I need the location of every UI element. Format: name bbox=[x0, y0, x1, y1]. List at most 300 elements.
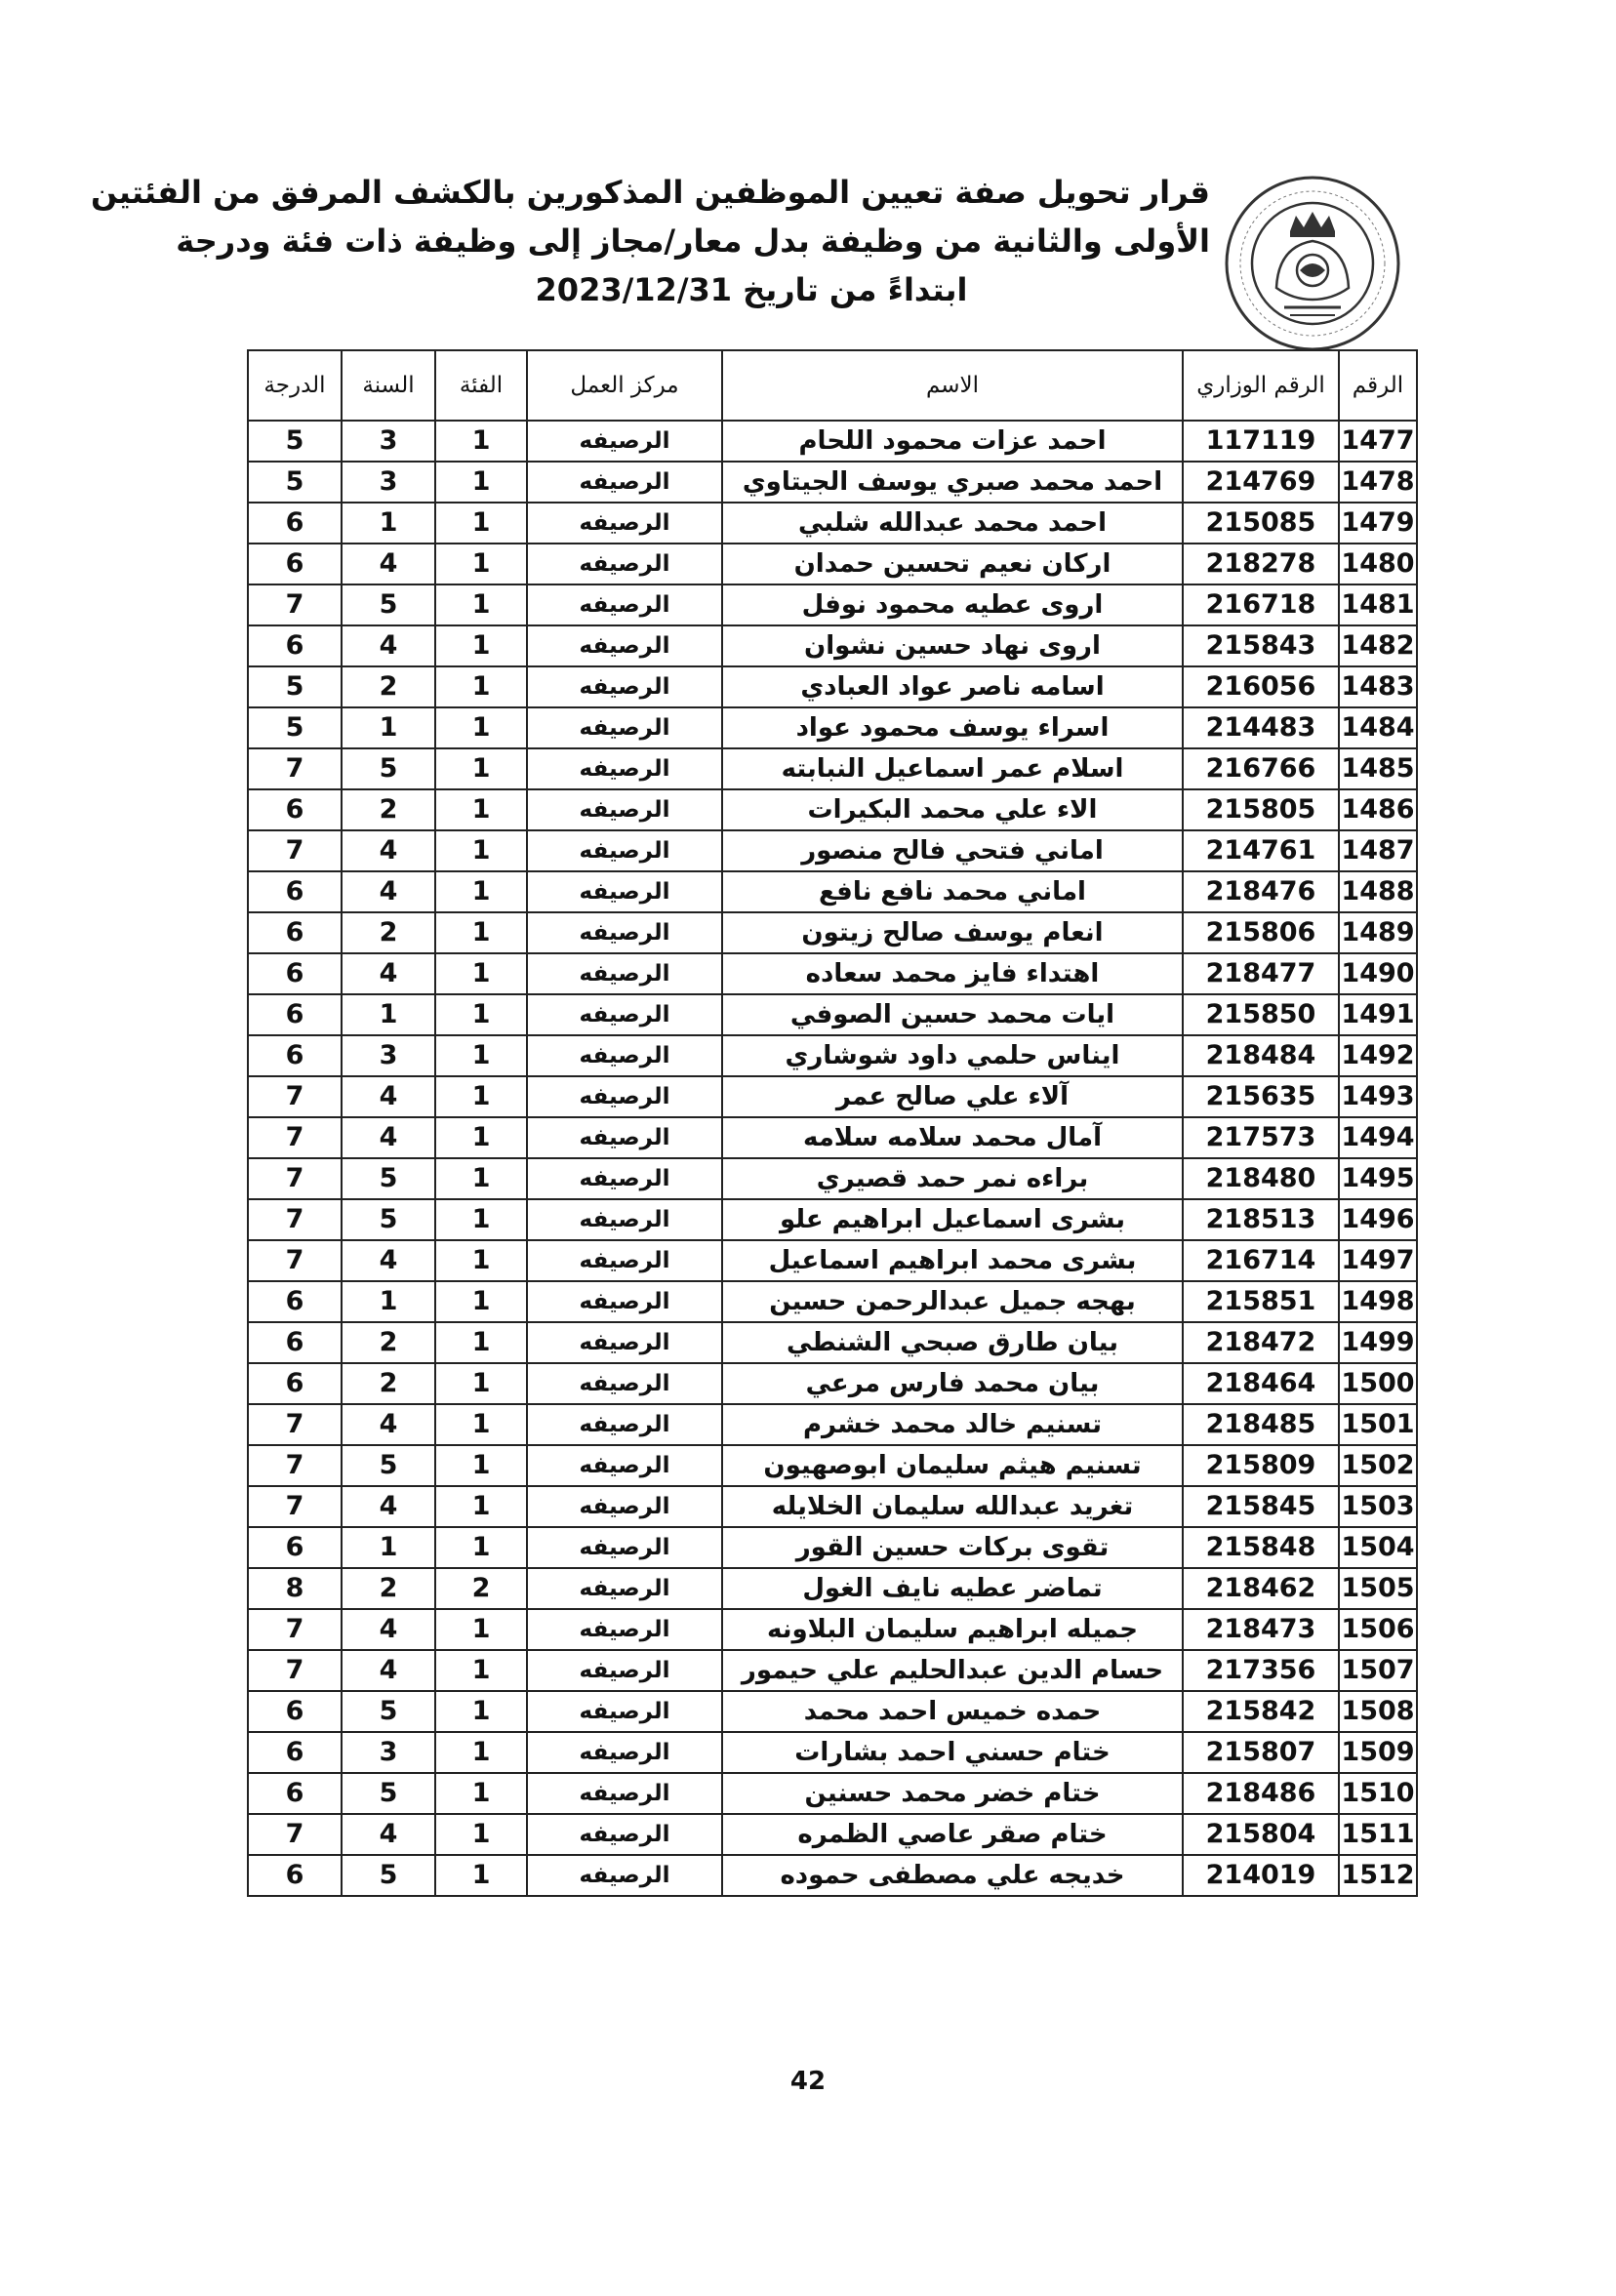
cell-name: بهجه جميل عبدالرحمن حسين bbox=[722, 1281, 1183, 1322]
cell-name: اماني محمد نافع نافع bbox=[722, 871, 1183, 912]
cell-category: 1 bbox=[435, 625, 527, 666]
cell-number: 1501 bbox=[1339, 1404, 1417, 1445]
employees-table bbox=[247, 349, 1418, 1897]
cell-degree: 7 bbox=[248, 748, 342, 789]
table-row bbox=[248, 994, 1417, 1035]
cell-degree: 7 bbox=[248, 1814, 342, 1855]
cell-category: 1 bbox=[435, 1486, 527, 1527]
cell-number: 1503 bbox=[1339, 1486, 1417, 1527]
cell-degree: 7 bbox=[248, 1117, 342, 1158]
cell-year: 4 bbox=[342, 871, 435, 912]
cell-year: 1 bbox=[342, 1527, 435, 1568]
cell-degree: 6 bbox=[248, 1281, 342, 1322]
cell-year: 4 bbox=[342, 1117, 435, 1158]
cell-degree: 5 bbox=[248, 707, 342, 748]
table-row bbox=[248, 462, 1417, 503]
cell-work-center: الرصيفه bbox=[527, 421, 722, 462]
cell-name: الاء علي محمد البكيرات bbox=[722, 789, 1183, 830]
cell-name: ختام حسني احمد بشارات bbox=[722, 1732, 1183, 1773]
cell-number: 1505 bbox=[1339, 1568, 1417, 1609]
cell-degree: 6 bbox=[248, 871, 342, 912]
cell-number: 1496 bbox=[1339, 1199, 1417, 1240]
cell-work-center: الرصيفه bbox=[527, 1773, 722, 1814]
cell-work-center: الرصيفه bbox=[527, 830, 722, 871]
cell-degree: 6 bbox=[248, 503, 342, 544]
cell-year: 5 bbox=[342, 1199, 435, 1240]
cell-year: 4 bbox=[342, 544, 435, 584]
cell-ministry-number: 218480 bbox=[1183, 1158, 1339, 1199]
header-work-center: مركز العمل bbox=[527, 350, 722, 421]
table-row bbox=[248, 1814, 1417, 1855]
cell-work-center: الرصيفه bbox=[527, 1035, 722, 1076]
cell-degree: 5 bbox=[248, 421, 342, 462]
header-number: الرقم bbox=[1339, 350, 1417, 421]
cell-ministry-number: 117119 bbox=[1183, 421, 1339, 462]
cell-category: 1 bbox=[435, 1363, 527, 1404]
cell-category: 1 bbox=[435, 1117, 527, 1158]
cell-year: 3 bbox=[342, 421, 435, 462]
cell-ministry-number: 216714 bbox=[1183, 1240, 1339, 1281]
cell-year: 5 bbox=[342, 1773, 435, 1814]
cell-work-center: الرصيفه bbox=[527, 544, 722, 584]
cell-degree: 7 bbox=[248, 1486, 342, 1527]
cell-ministry-number: 215635 bbox=[1183, 1076, 1339, 1117]
cell-ministry-number: 215851 bbox=[1183, 1281, 1339, 1322]
cell-category: 1 bbox=[435, 912, 527, 953]
heading-line-3: ابتداءً من تاريخ 2023/12/31 bbox=[535, 271, 968, 308]
cell-name: خديجه علي مصطفى حموده bbox=[722, 1855, 1183, 1896]
cell-name: ايات محمد حسين الصوفي bbox=[722, 994, 1183, 1035]
table-row bbox=[248, 830, 1417, 871]
cell-ministry-number: 214483 bbox=[1183, 707, 1339, 748]
cell-name: بيان طارق صبحي الشنطي bbox=[722, 1322, 1183, 1363]
cell-name: اسامه ناصر عواد العبادي bbox=[722, 666, 1183, 707]
cell-ministry-number: 216718 bbox=[1183, 584, 1339, 625]
cell-ministry-number: 218486 bbox=[1183, 1773, 1339, 1814]
cell-degree: 7 bbox=[248, 1158, 342, 1199]
cell-number: 1495 bbox=[1339, 1158, 1417, 1199]
heading-line-1: قرار تحويل صفة تعيين الموظفين المذكورين بالكشف المرفق من الفئتين bbox=[90, 174, 1210, 211]
cell-category: 1 bbox=[435, 421, 527, 462]
cell-number: 1507 bbox=[1339, 1650, 1417, 1691]
cell-work-center: الرصيفه bbox=[527, 1732, 722, 1773]
heading-line-2: الأولى والثانية من وظيفة بدل معار/مجاز إلى وظيفة ذات فئة ودرجة bbox=[176, 222, 1210, 260]
cell-number: 1506 bbox=[1339, 1609, 1417, 1650]
cell-name: بشرى محمد ابراهيم اسماعيل bbox=[722, 1240, 1183, 1281]
cell-number: 1478 bbox=[1339, 462, 1417, 503]
cell-number: 1479 bbox=[1339, 503, 1417, 544]
cell-number: 1499 bbox=[1339, 1322, 1417, 1363]
table-row bbox=[248, 1240, 1417, 1281]
table-row bbox=[248, 1404, 1417, 1445]
cell-work-center: الرصيفه bbox=[527, 912, 722, 953]
cell-degree: 7 bbox=[248, 1445, 342, 1486]
table-row bbox=[248, 1281, 1417, 1322]
cell-work-center: الرصيفه bbox=[527, 1486, 722, 1527]
table-row bbox=[248, 1650, 1417, 1691]
cell-number: 1493 bbox=[1339, 1076, 1417, 1117]
cell-name: تماضر عطيه نايف الغول bbox=[722, 1568, 1183, 1609]
cell-work-center: الرصيفه bbox=[527, 503, 722, 544]
header-ministry-number: الرقم الوزاري bbox=[1183, 350, 1339, 421]
header-degree: الدرجة bbox=[248, 350, 342, 421]
cell-work-center: الرصيفه bbox=[527, 1609, 722, 1650]
cell-name: جميله ابراهيم سليمان البلاونه bbox=[722, 1609, 1183, 1650]
cell-degree: 6 bbox=[248, 912, 342, 953]
cell-category: 2 bbox=[435, 1568, 527, 1609]
cell-year: 5 bbox=[342, 1855, 435, 1896]
cell-number: 1486 bbox=[1339, 789, 1417, 830]
cell-work-center: الرصيفه bbox=[527, 1445, 722, 1486]
cell-ministry-number: 215804 bbox=[1183, 1814, 1339, 1855]
cell-year: 4 bbox=[342, 1486, 435, 1527]
cell-category: 1 bbox=[435, 1240, 527, 1281]
cell-ministry-number: 216766 bbox=[1183, 748, 1339, 789]
cell-number: 1485 bbox=[1339, 748, 1417, 789]
cell-category: 1 bbox=[435, 994, 527, 1035]
cell-ministry-number: 218472 bbox=[1183, 1322, 1339, 1363]
table-row bbox=[248, 1199, 1417, 1240]
cell-name: تقوى بركات حسين القور bbox=[722, 1527, 1183, 1568]
table-body bbox=[248, 421, 1417, 1896]
cell-work-center: الرصيفه bbox=[527, 584, 722, 625]
cell-number: 1504 bbox=[1339, 1527, 1417, 1568]
cell-year: 1 bbox=[342, 994, 435, 1035]
cell-category: 1 bbox=[435, 544, 527, 584]
cell-work-center: الرصيفه bbox=[527, 748, 722, 789]
cell-number: 1512 bbox=[1339, 1855, 1417, 1896]
cell-work-center: الرصيفه bbox=[527, 1240, 722, 1281]
cell-year: 3 bbox=[342, 462, 435, 503]
decision-heading bbox=[90, 168, 1210, 314]
cell-name: اماني فتحي فالح منصور bbox=[722, 830, 1183, 871]
cell-category: 1 bbox=[435, 503, 527, 544]
cell-degree: 6 bbox=[248, 1732, 342, 1773]
cell-degree: 6 bbox=[248, 1855, 342, 1896]
cell-name: احمد عزات محمود اللحام bbox=[722, 421, 1183, 462]
cell-ministry-number: 215807 bbox=[1183, 1732, 1339, 1773]
table-row bbox=[248, 1322, 1417, 1363]
cell-number: 1492 bbox=[1339, 1035, 1417, 1076]
cell-category: 1 bbox=[435, 871, 527, 912]
cell-category: 1 bbox=[435, 584, 527, 625]
table-row bbox=[248, 544, 1417, 584]
cell-name: اهتداء فايز محمد سعاده bbox=[722, 953, 1183, 994]
cell-ministry-number: 217356 bbox=[1183, 1650, 1339, 1691]
cell-work-center: الرصيفه bbox=[527, 994, 722, 1035]
cell-ministry-number: 218513 bbox=[1183, 1199, 1339, 1240]
cell-degree: 7 bbox=[248, 1404, 342, 1445]
cell-name: اركان نعيم تحسين حمدان bbox=[722, 544, 1183, 584]
cell-ministry-number: 215085 bbox=[1183, 503, 1339, 544]
cell-degree: 6 bbox=[248, 1527, 342, 1568]
cell-work-center: الرصيفه bbox=[527, 462, 722, 503]
cell-ministry-number: 215805 bbox=[1183, 789, 1339, 830]
cell-work-center: الرصيفه bbox=[527, 871, 722, 912]
cell-work-center: الرصيفه bbox=[527, 1691, 722, 1732]
cell-name: تغريد عبدالله سليمان الخلايله bbox=[722, 1486, 1183, 1527]
cell-category: 1 bbox=[435, 1609, 527, 1650]
table-row bbox=[248, 789, 1417, 830]
cell-work-center: الرصيفه bbox=[527, 666, 722, 707]
cell-degree: 5 bbox=[248, 666, 342, 707]
cell-number: 1491 bbox=[1339, 994, 1417, 1035]
cell-degree: 7 bbox=[248, 1240, 342, 1281]
cell-name: ختام صقر عاصي الظمره bbox=[722, 1814, 1183, 1855]
table-row bbox=[248, 503, 1417, 544]
cell-category: 1 bbox=[435, 1773, 527, 1814]
cell-work-center: الرصيفه bbox=[527, 1568, 722, 1609]
cell-category: 1 bbox=[435, 789, 527, 830]
cell-number: 1482 bbox=[1339, 625, 1417, 666]
cell-degree: 7 bbox=[248, 1609, 342, 1650]
cell-number: 1494 bbox=[1339, 1117, 1417, 1158]
cell-work-center: الرصيفه bbox=[527, 1855, 722, 1896]
cell-year: 4 bbox=[342, 1609, 435, 1650]
table-row bbox=[248, 1035, 1417, 1076]
cell-work-center: الرصيفه bbox=[527, 1117, 722, 1158]
cell-degree: 7 bbox=[248, 1076, 342, 1117]
cell-degree: 8 bbox=[248, 1568, 342, 1609]
cell-category: 1 bbox=[435, 462, 527, 503]
cell-degree: 6 bbox=[248, 544, 342, 584]
cell-number: 1511 bbox=[1339, 1814, 1417, 1855]
cell-work-center: الرصيفه bbox=[527, 1281, 722, 1322]
cell-ministry-number: 215848 bbox=[1183, 1527, 1339, 1568]
cell-category: 1 bbox=[435, 1158, 527, 1199]
cell-degree: 6 bbox=[248, 1035, 342, 1076]
cell-year: 2 bbox=[342, 1322, 435, 1363]
cell-category: 1 bbox=[435, 953, 527, 994]
cell-name: براءه نمر حمد قصيري bbox=[722, 1158, 1183, 1199]
cell-name: اروى عطيه محمود نوفل bbox=[722, 584, 1183, 625]
cell-degree: 6 bbox=[248, 1773, 342, 1814]
cell-category: 1 bbox=[435, 666, 527, 707]
header-category: الفئة bbox=[435, 350, 527, 421]
cell-ministry-number: 215806 bbox=[1183, 912, 1339, 953]
cell-degree: 6 bbox=[248, 789, 342, 830]
cell-category: 1 bbox=[435, 1732, 527, 1773]
cell-degree: 6 bbox=[248, 1322, 342, 1363]
cell-ministry-number: 217573 bbox=[1183, 1117, 1339, 1158]
cell-year: 2 bbox=[342, 1568, 435, 1609]
cell-degree: 7 bbox=[248, 1199, 342, 1240]
cell-work-center: الرصيفه bbox=[527, 1650, 722, 1691]
cell-work-center: الرصيفه bbox=[527, 1527, 722, 1568]
cell-year: 5 bbox=[342, 1691, 435, 1732]
cell-ministry-number: 215809 bbox=[1183, 1445, 1339, 1486]
cell-year: 5 bbox=[342, 748, 435, 789]
cell-year: 2 bbox=[342, 912, 435, 953]
table-row bbox=[248, 707, 1417, 748]
cell-year: 4 bbox=[342, 1650, 435, 1691]
cell-number: 1498 bbox=[1339, 1281, 1417, 1322]
employees-table-wrapper bbox=[249, 349, 1418, 1897]
cell-work-center: الرصيفه bbox=[527, 1322, 722, 1363]
cell-number: 1502 bbox=[1339, 1445, 1417, 1486]
cell-category: 1 bbox=[435, 1281, 527, 1322]
cell-number: 1509 bbox=[1339, 1732, 1417, 1773]
cell-degree: 7 bbox=[248, 830, 342, 871]
table-row bbox=[248, 1076, 1417, 1117]
cell-work-center: الرصيفه bbox=[527, 953, 722, 994]
cell-name: حمده خميس احمد محمد bbox=[722, 1691, 1183, 1732]
cell-year: 3 bbox=[342, 1035, 435, 1076]
cell-year: 4 bbox=[342, 1404, 435, 1445]
cell-work-center: الرصيفه bbox=[527, 625, 722, 666]
cell-number: 1490 bbox=[1339, 953, 1417, 994]
ministry-seal-icon bbox=[1220, 171, 1405, 356]
cell-year: 1 bbox=[342, 1281, 435, 1322]
table-row bbox=[248, 1773, 1417, 1814]
cell-year: 4 bbox=[342, 1076, 435, 1117]
cell-name: اسلام عمر اسماعيل النبابته bbox=[722, 748, 1183, 789]
cell-work-center: الرصيفه bbox=[527, 707, 722, 748]
table-row bbox=[248, 748, 1417, 789]
cell-ministry-number: 215850 bbox=[1183, 994, 1339, 1035]
cell-year: 2 bbox=[342, 789, 435, 830]
table-row bbox=[248, 1158, 1417, 1199]
cell-work-center: الرصيفه bbox=[527, 1363, 722, 1404]
cell-category: 1 bbox=[435, 1404, 527, 1445]
cell-category: 1 bbox=[435, 1814, 527, 1855]
cell-year: 4 bbox=[342, 1240, 435, 1281]
cell-category: 1 bbox=[435, 1855, 527, 1896]
cell-ministry-number: 215845 bbox=[1183, 1486, 1339, 1527]
cell-year: 5 bbox=[342, 584, 435, 625]
cell-year: 5 bbox=[342, 1445, 435, 1486]
cell-category: 1 bbox=[435, 1076, 527, 1117]
cell-ministry-number: 218484 bbox=[1183, 1035, 1339, 1076]
cell-number: 1500 bbox=[1339, 1363, 1417, 1404]
cell-number: 1489 bbox=[1339, 912, 1417, 953]
cell-work-center: الرصيفه bbox=[527, 1199, 722, 1240]
table-row bbox=[248, 871, 1417, 912]
cell-ministry-number: 218476 bbox=[1183, 871, 1339, 912]
table-row bbox=[248, 1691, 1417, 1732]
cell-category: 1 bbox=[435, 707, 527, 748]
cell-year: 2 bbox=[342, 1363, 435, 1404]
cell-ministry-number: 216056 bbox=[1183, 666, 1339, 707]
table-row bbox=[248, 1609, 1417, 1650]
cell-name: احمد محمد صبري يوسف الجيتاوي bbox=[722, 462, 1183, 503]
table-row bbox=[248, 1527, 1417, 1568]
cell-number: 1488 bbox=[1339, 871, 1417, 912]
cell-number: 1481 bbox=[1339, 584, 1417, 625]
cell-ministry-number: 218278 bbox=[1183, 544, 1339, 584]
table-row bbox=[248, 912, 1417, 953]
cell-name: حسام الدين عبدالحليم علي حيمور bbox=[722, 1650, 1183, 1691]
cell-name: بشرى اسماعيل ابراهيم علو bbox=[722, 1199, 1183, 1240]
cell-ministry-number: 218485 bbox=[1183, 1404, 1339, 1445]
table-header-row bbox=[248, 350, 1417, 421]
cell-ministry-number: 215843 bbox=[1183, 625, 1339, 666]
cell-name: اسراء يوسف محمود عواد bbox=[722, 707, 1183, 748]
table-row bbox=[248, 1855, 1417, 1896]
cell-category: 1 bbox=[435, 1650, 527, 1691]
cell-degree: 6 bbox=[248, 1363, 342, 1404]
cell-number: 1483 bbox=[1339, 666, 1417, 707]
cell-number: 1487 bbox=[1339, 830, 1417, 871]
table-row bbox=[248, 421, 1417, 462]
cell-year: 1 bbox=[342, 503, 435, 544]
cell-degree: 6 bbox=[248, 994, 342, 1035]
cell-work-center: الرصيفه bbox=[527, 1814, 722, 1855]
cell-name: ايناس حلمي داود شوشاري bbox=[722, 1035, 1183, 1076]
cell-degree: 7 bbox=[248, 584, 342, 625]
cell-category: 1 bbox=[435, 830, 527, 871]
cell-ministry-number: 218462 bbox=[1183, 1568, 1339, 1609]
cell-name: آمال محمد سلامه سلامه bbox=[722, 1117, 1183, 1158]
cell-year: 1 bbox=[342, 707, 435, 748]
table-row bbox=[248, 1117, 1417, 1158]
cell-degree: 7 bbox=[248, 1650, 342, 1691]
cell-number: 1484 bbox=[1339, 707, 1417, 748]
table-row bbox=[248, 625, 1417, 666]
cell-work-center: الرصيفه bbox=[527, 1076, 722, 1117]
table-row bbox=[248, 666, 1417, 707]
cell-degree: 6 bbox=[248, 953, 342, 994]
table-row bbox=[248, 1732, 1417, 1773]
cell-ministry-number: 218464 bbox=[1183, 1363, 1339, 1404]
table-row bbox=[248, 1445, 1417, 1486]
cell-year: 4 bbox=[342, 1814, 435, 1855]
cell-name: بيان محمد فارس مرعي bbox=[722, 1363, 1183, 1404]
cell-category: 1 bbox=[435, 748, 527, 789]
cell-category: 1 bbox=[435, 1322, 527, 1363]
cell-year: 5 bbox=[342, 1158, 435, 1199]
cell-category: 1 bbox=[435, 1527, 527, 1568]
cell-name: تسنيم هيثم سليمان ابوصهيون bbox=[722, 1445, 1183, 1486]
cell-name: تسنيم خالد محمد خشرم bbox=[722, 1404, 1183, 1445]
cell-category: 1 bbox=[435, 1199, 527, 1240]
cell-number: 1477 bbox=[1339, 421, 1417, 462]
cell-number: 1480 bbox=[1339, 544, 1417, 584]
header-year: السنة bbox=[342, 350, 435, 421]
header-name: الاسم bbox=[722, 350, 1183, 421]
cell-degree: 6 bbox=[248, 625, 342, 666]
cell-name: انعام يوسف صالح زيتون bbox=[722, 912, 1183, 953]
cell-year: 4 bbox=[342, 830, 435, 871]
cell-degree: 5 bbox=[248, 462, 342, 503]
table-row bbox=[248, 1363, 1417, 1404]
cell-year: 2 bbox=[342, 666, 435, 707]
cell-ministry-number: 214769 bbox=[1183, 462, 1339, 503]
cell-work-center: الرصيفه bbox=[527, 1404, 722, 1445]
cell-ministry-number: 215842 bbox=[1183, 1691, 1339, 1732]
cell-category: 1 bbox=[435, 1035, 527, 1076]
cell-ministry-number: 218477 bbox=[1183, 953, 1339, 994]
table-row bbox=[248, 584, 1417, 625]
page-number: 42 bbox=[789, 2067, 827, 2096]
cell-category: 1 bbox=[435, 1691, 527, 1732]
table-row bbox=[248, 1486, 1417, 1527]
cell-year: 4 bbox=[342, 625, 435, 666]
cell-name: ختام خضر محمد حسنين bbox=[722, 1773, 1183, 1814]
cell-ministry-number: 214761 bbox=[1183, 830, 1339, 871]
cell-work-center: الرصيفه bbox=[527, 789, 722, 830]
cell-year: 4 bbox=[342, 953, 435, 994]
cell-name: احمد محمد عبدالله شلبي bbox=[722, 503, 1183, 544]
cell-number: 1510 bbox=[1339, 1773, 1417, 1814]
cell-ministry-number: 214019 bbox=[1183, 1855, 1339, 1896]
cell-ministry-number: 218473 bbox=[1183, 1609, 1339, 1650]
cell-degree: 6 bbox=[248, 1691, 342, 1732]
table-row bbox=[248, 1568, 1417, 1609]
cell-category: 1 bbox=[435, 1445, 527, 1486]
cell-name: اروى نهاد حسين نشوان bbox=[722, 625, 1183, 666]
cell-work-center: الرصيفه bbox=[527, 1158, 722, 1199]
